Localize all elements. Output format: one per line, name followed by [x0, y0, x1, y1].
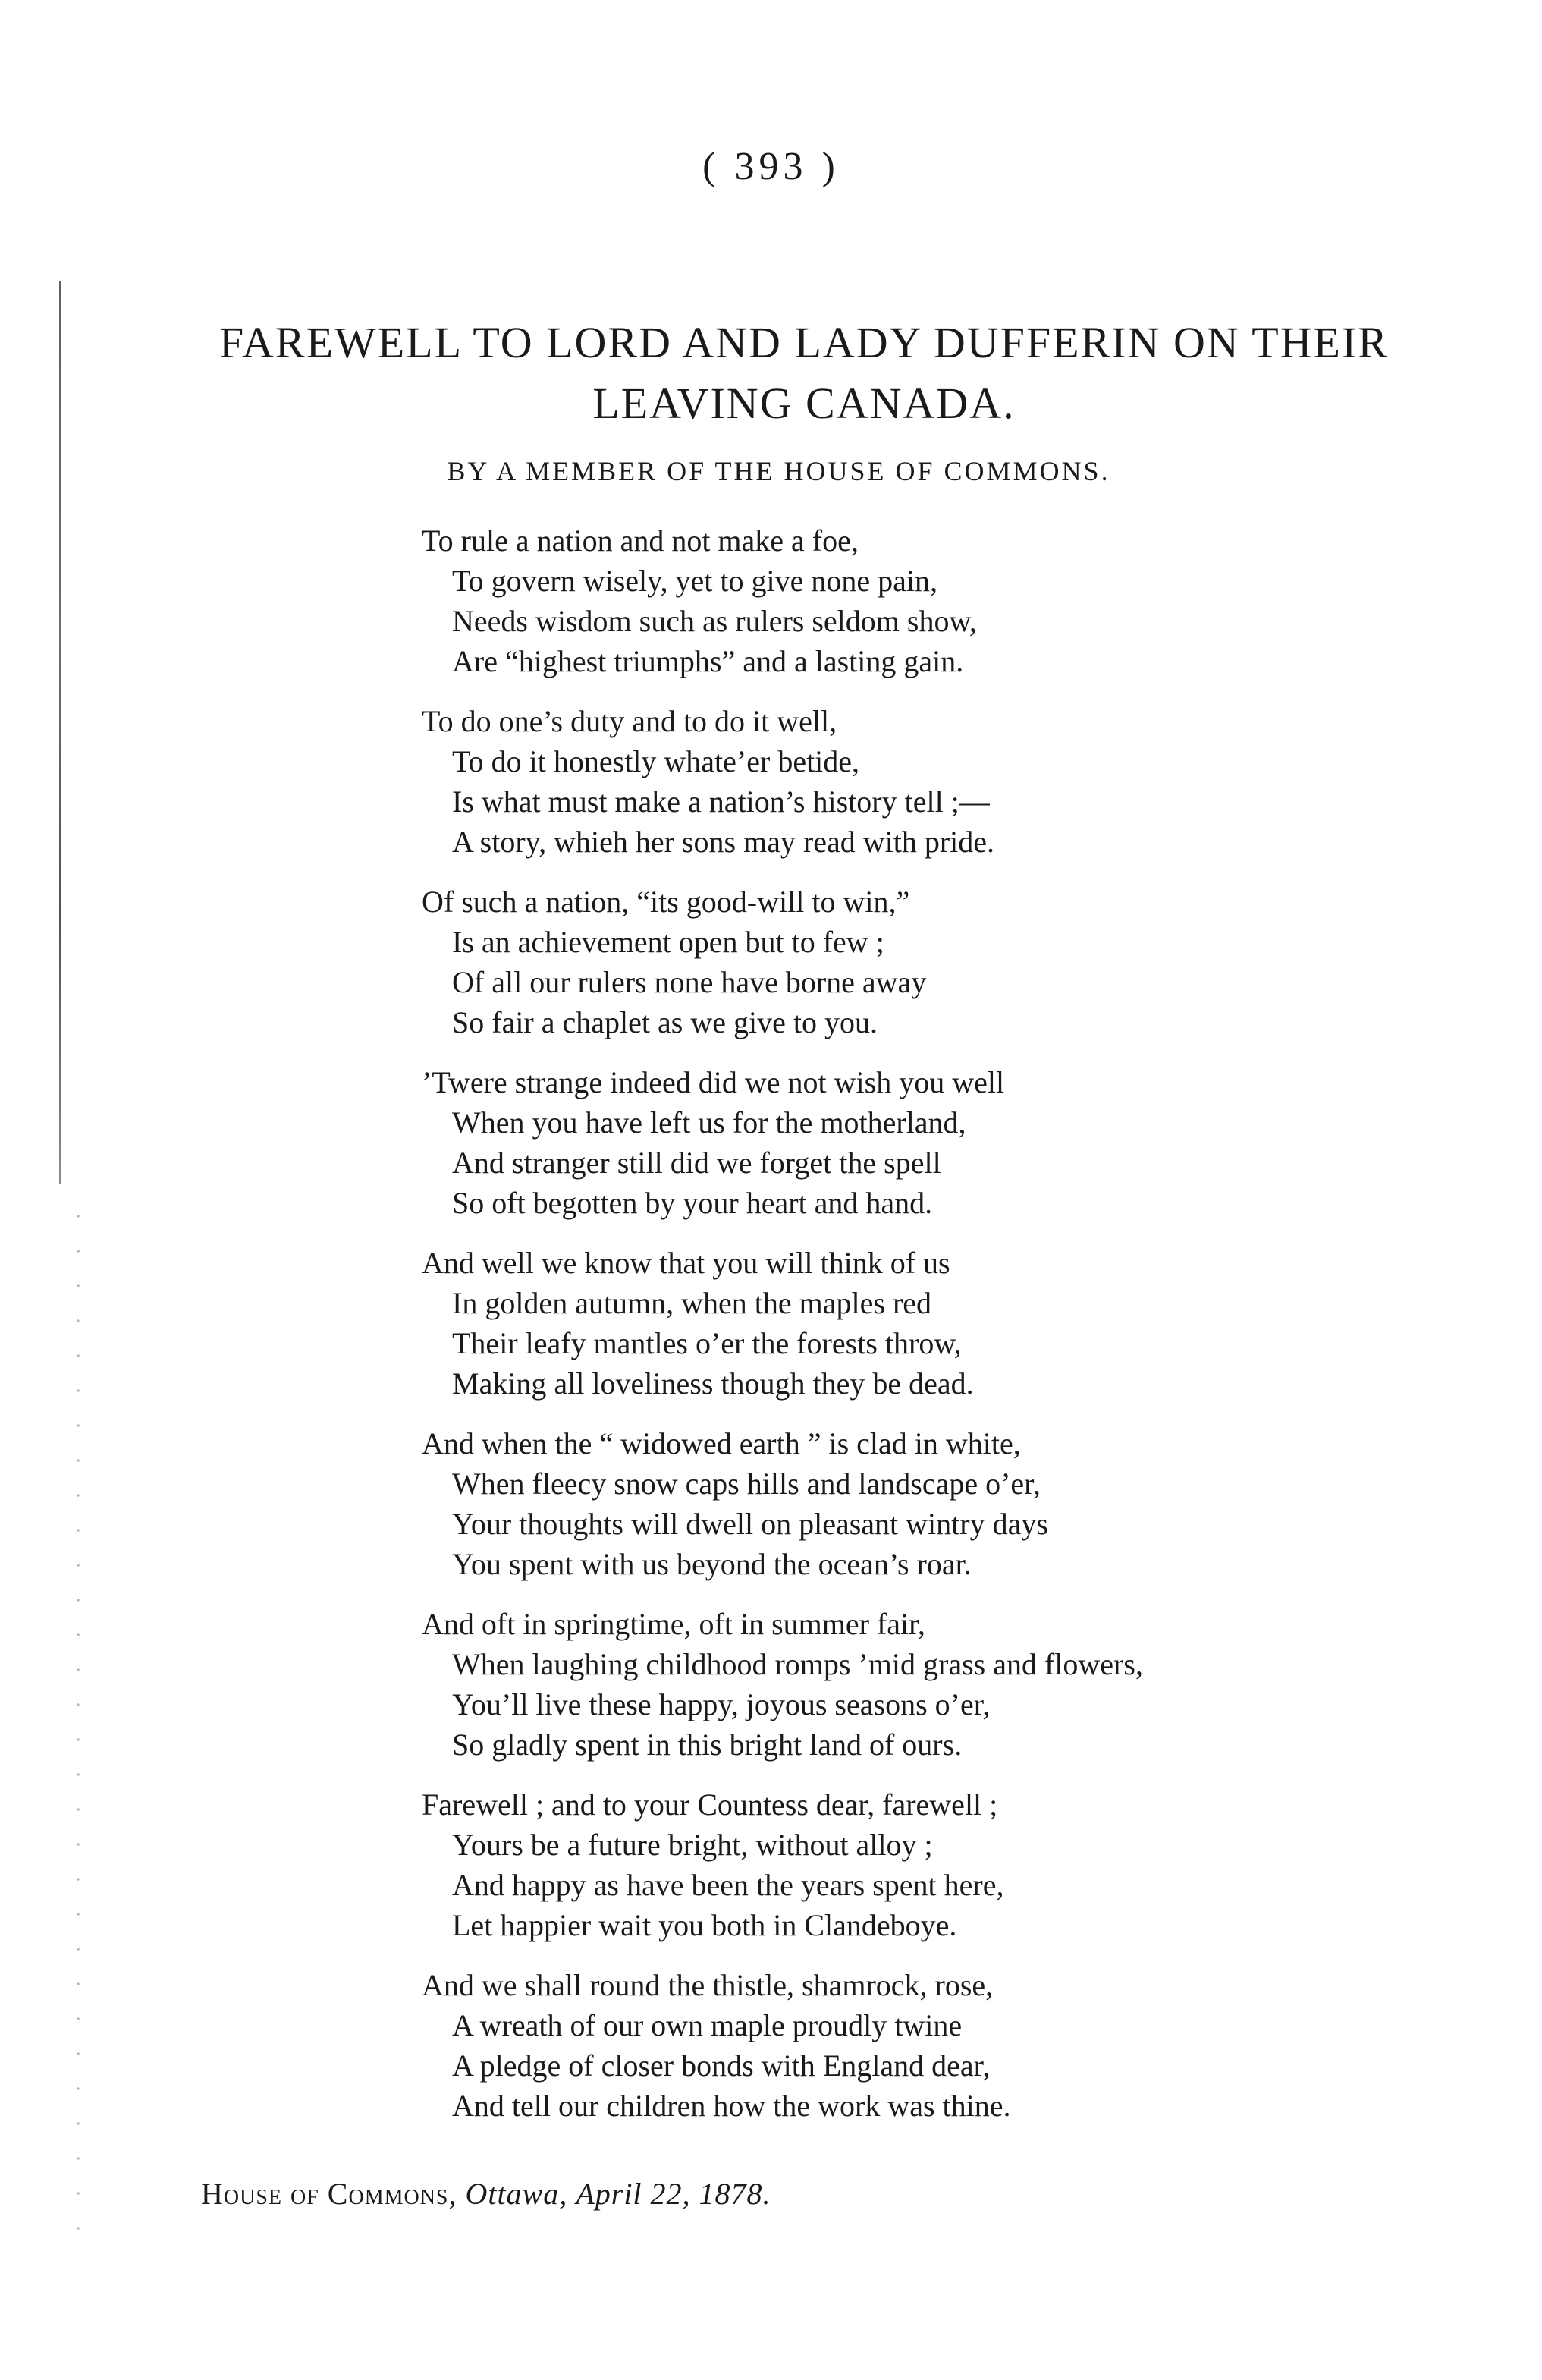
stanza — [422, 520, 1362, 681]
poem-line: To govern wisely, yet to give none pain, — [452, 564, 938, 598]
poem-line: When laughing childhood romps ’mid grass and flowers, — [452, 1647, 1143, 1681]
signature-date: April 22, 1878. — [576, 2177, 771, 2211]
poem-line: And happy as have been the years spent here, — [452, 1868, 1004, 1902]
poem-line: Let happier wait you both in Clandeboye. — [452, 1908, 957, 1942]
poem-line: When fleecy snow caps hills and landscape o’er, — [452, 1467, 1041, 1501]
stanza — [422, 1243, 1362, 1404]
stanza — [422, 1965, 1362, 2126]
poem-line: In golden autumn, when the maples red — [452, 1286, 932, 1320]
poem-body — [422, 520, 1362, 2146]
poem-line: Of all our rulers none have borne away — [452, 965, 927, 999]
poem-line: Of such a nation, “its good-will to win,” — [422, 885, 910, 919]
poem-line: Yours be a future bright, without alloy ; — [452, 1828, 933, 1862]
poem-line: To rule a nation and not make a foe, — [422, 523, 859, 558]
poem-line: Their leafy mantles o’er the forests throw, — [452, 1326, 962, 1360]
poem-line: Farewell ; and to your Countess dear, farewell ; — [422, 1787, 998, 1822]
poem-byline: BY A MEMBER OF THE HOUSE OF COMMONS. — [447, 456, 1110, 486]
poem-line: So oft begotten by your heart and hand. — [452, 1186, 933, 1220]
poem-line: Making all loveliness though they be dead. — [452, 1366, 974, 1401]
poem-line: When you have left us for the motherland, — [452, 1105, 966, 1140]
poem-line: And we shall round the thistle, shamrock, rose, — [422, 1968, 994, 2002]
poem-line: And oft in springtime, oft in summer fair, — [422, 1607, 925, 1641]
poem-line: And when the “ widowed earth ” is clad in white, — [422, 1426, 1021, 1460]
poem-line: And well we know that you will think of us — [422, 1246, 950, 1280]
poem-line: A story, whieh her sons may read with pride. — [452, 825, 995, 859]
stanza — [422, 882, 1362, 1042]
poem-line: To do one’s duty and to do it well, — [422, 704, 837, 738]
poem-line: Needs wisdom such as rulers seldom show, — [452, 604, 977, 638]
page-number: ( 393 ) — [702, 145, 840, 188]
stanza — [422, 1062, 1362, 1223]
stanza — [422, 1423, 1362, 1584]
poem-line: You spent with us beyond the ocean’s roar. — [452, 1547, 972, 1581]
stanza — [422, 1784, 1362, 1945]
poem-line: Is what must make a nation’s history tell ;— — [452, 784, 990, 819]
poem-line: And tell our children how the work was thine. — [452, 2089, 1011, 2123]
poem-line: ’Twere strange indeed did we not wish you well — [422, 1065, 1005, 1099]
signature-place: House of Commons, — [201, 2177, 457, 2211]
scan-margin-marks — [73, 1199, 83, 2261]
poem-line: Your thoughts will dwell on pleasant wintry days — [452, 1507, 1048, 1541]
poem-line: Are “highest triumphs” and a lasting gain. — [452, 644, 964, 678]
signature-city: Ottawa, — [465, 2177, 568, 2211]
signature-line — [201, 2176, 771, 2212]
stanza — [422, 1604, 1362, 1765]
scan-margin-line — [59, 281, 61, 1184]
poem-line: You’ll live these happy, joyous seasons o’er, — [452, 1687, 991, 1721]
poem-line: So fair a chaplet as we give to you. — [452, 1005, 878, 1039]
poem-line: A wreath of our own maple proudly twine — [452, 2008, 963, 2042]
poem-line: And stranger still did we forget the spell — [452, 1146, 941, 1180]
poem-line: A pledge of closer bonds with England dear, — [452, 2048, 991, 2083]
poem-title: FAREWELL TO LORD AND LADY DUFFERIN ON THEIR LEAVING CANADA. — [219, 318, 1389, 428]
poem-line: So gladly spent in this bright land of ours. — [452, 1728, 963, 1762]
poem-line: Is an achievement open but to few ; — [452, 925, 884, 959]
stanza — [422, 701, 1362, 862]
poem-line: To do it honestly whate’er betide, — [452, 744, 860, 778]
